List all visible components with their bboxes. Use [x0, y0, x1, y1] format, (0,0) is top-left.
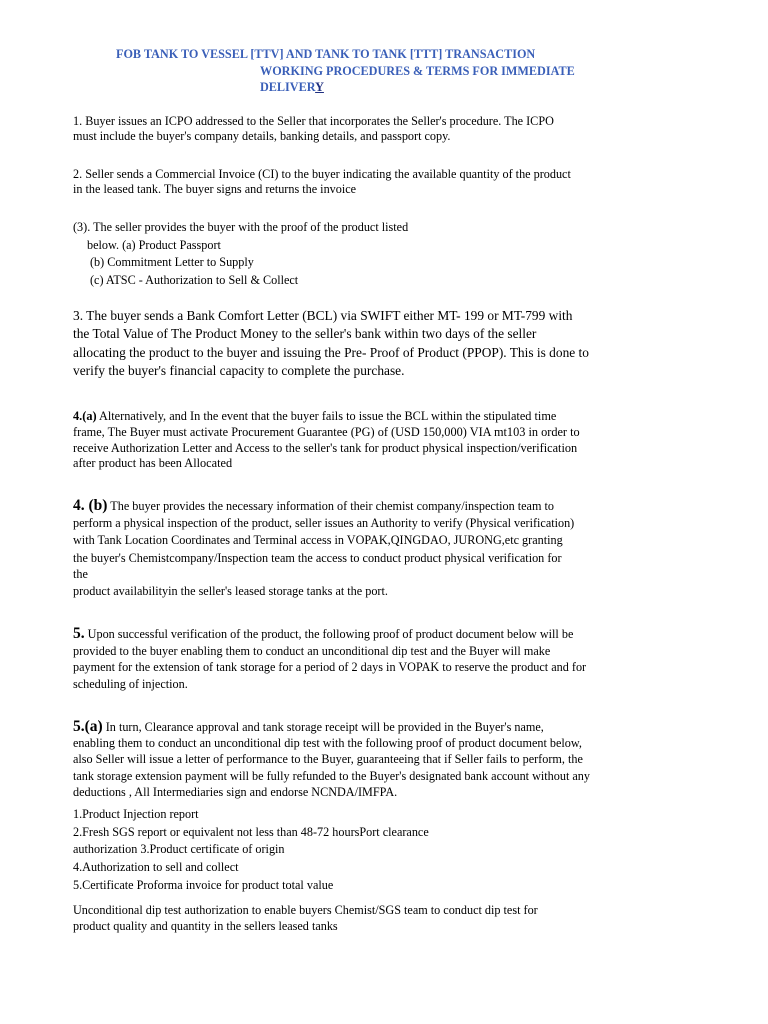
proof-item-c: (c) ATSC - Authorization to Sell & Collect	[90, 272, 299, 287]
document-list-item: 5.Certificate Proforma invoice for product total value	[73, 878, 334, 892]
step-4a-line: frame, The Buyer must activate Procurement Guarantee (PG) of (USD 150,000) VIA mt103 in order to	[73, 424, 580, 439]
bcl-line: allocating the product to the buyer and issuing the Pre- Proof of Product (PPOP). This is done to	[73, 344, 589, 360]
title-line-3-underlined-letter: Y	[315, 80, 324, 94]
document-list-item: 2.Fresh SGS report or equivalent not less than 48-72 hoursPort clearance	[73, 825, 429, 839]
step-5a-line: In turn, Clearance approval and tank storage receipt will be provided in the Buyer's name,	[105, 720, 544, 734]
step-5-line: provided to the buyer enabling them to conduct an unconditional dip test and the Buyer will make	[73, 643, 551, 658]
step-5a-line: deductions , All Intermediaries sign and endorse NCNDA/IMFPA.	[73, 784, 398, 799]
step-5-line: scheduling of injection.	[73, 676, 188, 691]
step-4a-label: 4.(a)	[73, 409, 97, 423]
step-5-line: Upon successful verification of the product, the following proof of product document below will be	[87, 627, 574, 641]
step-4b-line: The buyer provides the necessary information of their chemist company/inspection team to	[110, 499, 554, 513]
proof-item-b: (b) Commitment Letter to Supply	[90, 255, 254, 269]
step-4b-line: the buyer's Chemistcompany/Inspection team the access to conduct product physical verification for	[73, 550, 562, 565]
step-3-proof-list	[73, 219, 665, 289]
bcl-paragraph	[73, 307, 665, 381]
bcl-line: verify the buyer's financial capacity to complete the purchase.	[73, 363, 405, 379]
closing-line: Unconditional dip test authorization to enable buyers Chemist/SGS team to conduct dip test for	[73, 903, 538, 917]
step-4b-line: the	[73, 566, 88, 581]
step-5a-paragraph	[73, 719, 665, 800]
step-4b-line: with Tank Location Coordinates and Terminal access in VOPAK,QINGDAO, JURONG,etc granting	[73, 533, 563, 548]
step-2-line: in the leased tank. The buyer signs and returns the invoice	[73, 181, 357, 196]
step-1-line: 1. Buyer issues an ICPO addressed to the Seller that incorporates the Seller's procedure. The ICPO	[73, 114, 554, 128]
step-5-label: 5.	[73, 625, 85, 642]
step-5a-label: 5.(a)	[73, 718, 103, 735]
step-5a-line: also Seller will issue a letter of performance to the Buyer, guaranteeing that if Seller fails to perform, the	[73, 752, 583, 767]
step-4b-line: perform a physical inspection of the product, seller issues an Authority to verify (Physical verification)	[73, 516, 575, 531]
proof-document-list	[73, 805, 665, 893]
step-4b-paragraph	[73, 497, 665, 600]
title-line-2: WORKING PROCEDURES & TERMS FOR IMMEDIATE	[260, 64, 575, 78]
closing-paragraph	[73, 902, 665, 934]
step-2-paragraph	[73, 167, 665, 196]
bcl-line: 3. The buyer sends a Bank Comfort Letter (BCL) via SWIFT either MT- 199 or MT-799 with	[73, 308, 573, 323]
step-4a-paragraph	[73, 409, 665, 472]
document-list-item: 4.Authorization to sell and collect	[73, 860, 239, 874]
closing-line: product quality and quantity in the sellers leased tanks	[73, 919, 338, 933]
title-line-1: FOB TANK TO VESSEL [TTV] AND TANK TO TANK [TTT] TRANSACTION	[116, 47, 536, 61]
title-line-3	[260, 79, 324, 95]
step-4a-line: Alternatively, and In the event that the buyer fails to issue the BCL within the stipulated time	[98, 409, 557, 423]
document-list-item: authorization 3.Product certificate of origin	[73, 842, 285, 856]
step-4a-line: after product has been Allocated	[73, 456, 233, 471]
proof-item-a: below. (a) Product Passport	[87, 237, 221, 252]
proof-intro-line: (3). The seller provides the buyer with the proof of the product listed	[73, 220, 409, 234]
step-1-line: must include the buyer's company details, banking details, and passport copy.	[73, 128, 451, 143]
step-2-line: 2. Seller sends a Commercial Invoice (CI) to the buyer indicating the available quantity of the product	[73, 167, 571, 181]
step-4b-line: product availabilityin the seller's leased storage tanks at the port.	[73, 583, 388, 598]
step-4b-label: 4. (b)	[73, 497, 108, 514]
step-1-paragraph	[73, 114, 665, 143]
bcl-line: the Total Value of The Product Money to the seller's bank within two days of the seller	[73, 326, 537, 342]
step-4a-line: receive Authorization Letter and Access to the seller's tank for product physical inspection/verification	[73, 440, 578, 455]
title-line-3-main: DELIVER	[260, 80, 316, 94]
step-5a-line: enabling them to conduct an unconditional dip test with the following proof of product document below,	[73, 736, 582, 751]
step-5-line: payment for the extension of tank storage for a period of 2 days in VOPAK to reserve the product and for	[73, 660, 587, 674]
step-5-paragraph	[73, 626, 665, 692]
step-5a-line: tank storage extension payment will be fully refunded to the Buyer's designated bank account without any	[73, 768, 590, 783]
document-list-item: 1.Product Injection report	[73, 807, 199, 821]
